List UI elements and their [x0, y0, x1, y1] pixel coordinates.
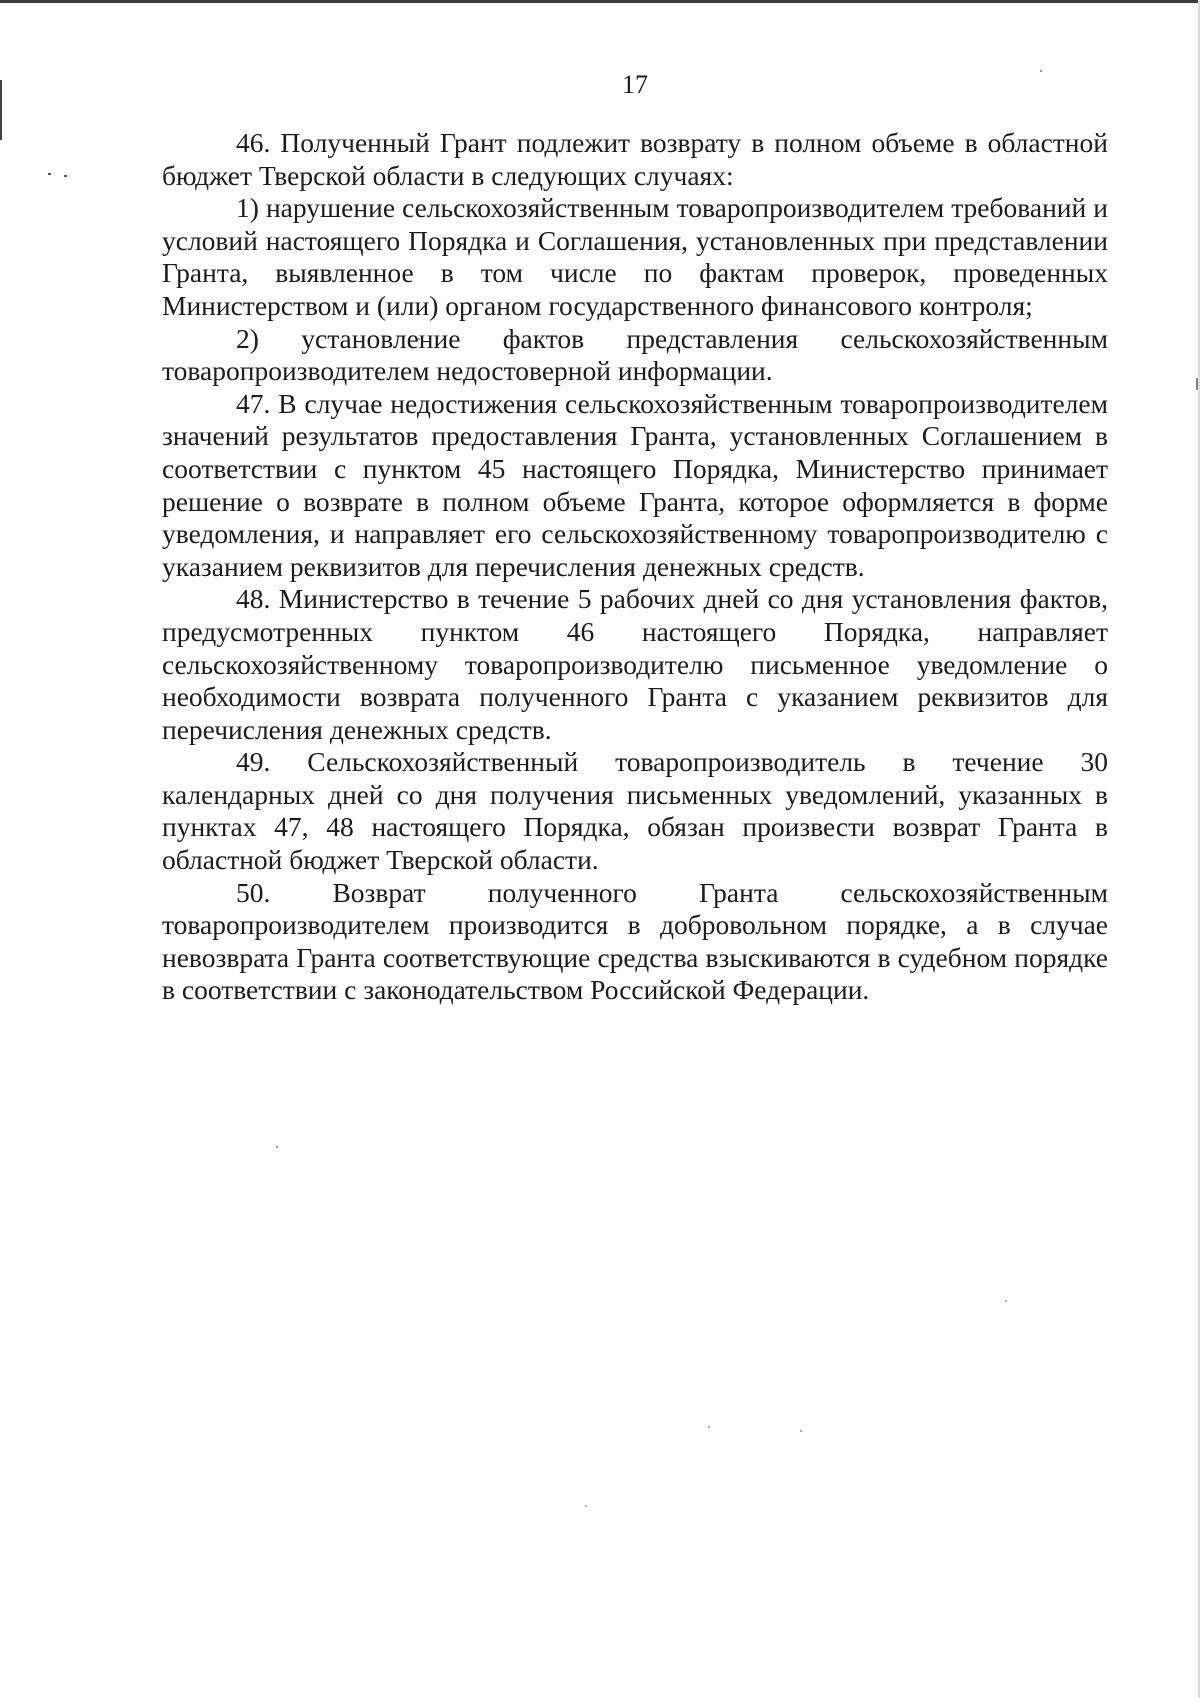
paragraph-48: 48. Министерство в течение 5 рабочих дней со дня установления фактов, предусмотренных пунктом 46 настоящего Порядка, направляет сельскохозяйственному товаропроизводителю письменное уведомление о необходимости возврата полученного Гранта с указанием реквизитов для перечисления денежных средств. — [162, 583, 1108, 745]
paragraph-49: 49. Сельскохозяйственный товаропроизводитель в течение 30 календарных дней со дня получения письменных уведомлений, указанных в пунктах 47, 48 настоящего Порядка, обязан произвести возврат Гранта в областной бюджет Тверской области. — [162, 746, 1108, 876]
paragraph-46-item-2: 2) установление фактов представления сельскохозяйственным товаропроизводителем недостоверной информации. — [162, 322, 1108, 387]
paragraph-46: 46. Полученный Грант подлежит возврату в полном объеме в областной бюджет Тверской области в следующих случаях: — [162, 127, 1108, 191]
document-body — [162, 127, 1108, 1007]
scan-speck — [708, 1426, 710, 1428]
paragraph-50: 50. Возврат полученного Гранта сельскохозяйственным товаропроизводителем производится в добровольном порядке, а в случае невозврата Гранта соответствующие средства взыскиваются в судебном порядке в соответствии с законодательством Российской Федерации. — [162, 876, 1108, 1006]
scan-speck — [48, 173, 51, 175]
scan-speck — [1196, 378, 1198, 390]
scan-speck — [64, 175, 67, 177]
scan-speck — [1005, 1300, 1007, 1302]
scan-speck — [276, 1146, 278, 1148]
scan-speck — [800, 1430, 802, 1432]
paragraph-47: 47. В случае недостижения сельскохозяйственным товаропроизводителем значений результатов предоставления Гранта, установленных Соглашением в соответствии с пунктом 45 настоящего Порядка, Министерство принимает решение о возврате в полном объеме Гранта, которое оформляется в форме уведомления, и направляет его сельскохозяйственному товаропроизводителю с указанием реквизитов для перечисления денежных средств. — [162, 387, 1108, 582]
scan-speck — [585, 1505, 587, 1507]
paragraph-46-item-1: 1) нарушение сельскохозяйственным товаропроизводителем требований и условий настоящего Порядка и Соглашения, установленных при представлении Гранта, выявленное в том числе по фактам проверок, проведенных Министерством и (или) органом государственного финансового контроля; — [162, 192, 1108, 321]
scan-top-edge — [0, 0, 1200, 3]
page-number: 17 — [622, 70, 648, 99]
